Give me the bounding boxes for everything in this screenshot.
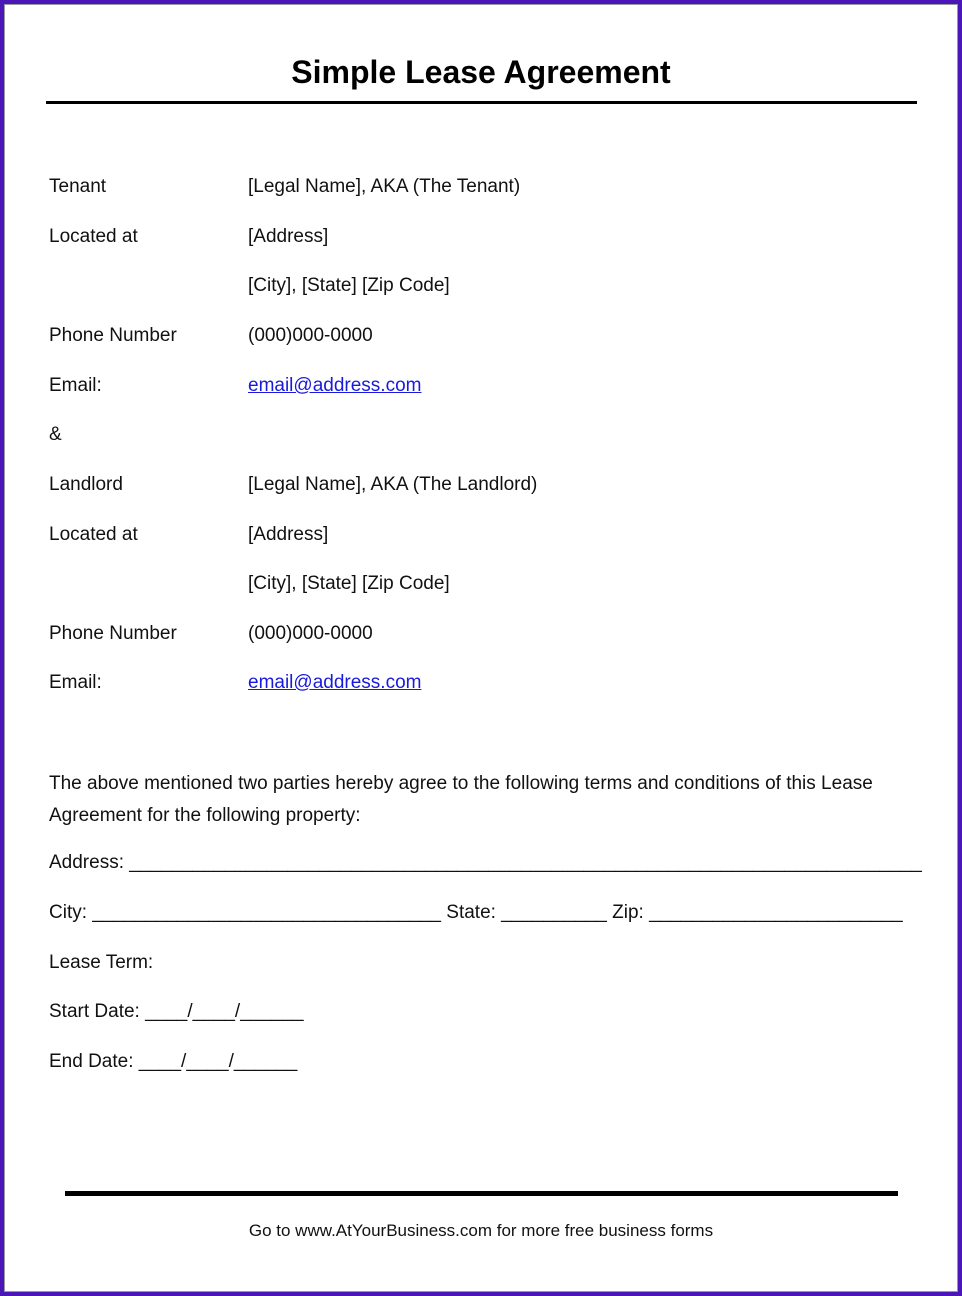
property-address-field[interactable]: Address: ___________________________________________________________________________ xyxy=(49,852,922,873)
footer-divider xyxy=(65,1191,898,1196)
party-separator-row xyxy=(49,422,909,448)
landlord-address-row xyxy=(49,522,909,548)
landlord-label: Landlord xyxy=(49,474,123,495)
footer-text: Go to www.AtYourBusiness.com for more free business forms xyxy=(248,1221,714,1240)
end-date-field[interactable]: End Date: ____/____/______ xyxy=(49,1051,298,1072)
document-title: Simple Lease Agreement xyxy=(291,54,671,90)
tenant-label: Tenant xyxy=(49,176,107,197)
tenant-phone-row xyxy=(49,323,909,349)
landlord-phone: (000)000-0000 xyxy=(248,623,373,644)
tenant-city-row xyxy=(49,273,909,299)
property-city-state-zip-field[interactable]: City: _________________________________ State: __________ Zip: ________________________ xyxy=(49,902,903,923)
landlord-city-row xyxy=(49,571,909,597)
landlord-name: [Legal Name], AKA (The Landlord) xyxy=(248,474,538,495)
lease-term-label: Lease Term: xyxy=(49,952,154,973)
agreement-intro: The above mentioned two parties hereby agree to the following terms and conditions of this Lease Agreement for the following property: xyxy=(49,773,873,826)
tenant-row xyxy=(49,174,909,200)
landlord-city-state-zip: [City], [State] [Zip Code] xyxy=(248,573,450,594)
tenant-phone: (000)000-0000 xyxy=(248,325,373,346)
party-separator: & xyxy=(49,424,62,445)
tenant-city-state-zip: [City], [State] [Zip Code] xyxy=(248,275,450,296)
tenant-address-row xyxy=(49,224,909,250)
tenant-name: [Legal Name], AKA (The Tenant) xyxy=(248,176,521,197)
start-date-field[interactable]: Start Date: ____/____/______ xyxy=(49,1001,304,1022)
landlord-address: [Address] xyxy=(248,524,329,545)
landlord-phone-row xyxy=(49,621,909,647)
landlord-phone-label: Phone Number xyxy=(49,623,177,644)
tenant-address: [Address] xyxy=(248,226,329,247)
landlord-row xyxy=(49,472,909,498)
landlord-located-label: Located at xyxy=(49,524,138,545)
landlord-email-link[interactable]: email@address.com xyxy=(248,672,422,693)
tenant-email-row xyxy=(49,373,909,399)
tenant-email-label: Email: xyxy=(49,375,102,396)
title-divider xyxy=(46,101,917,104)
tenant-located-label: Located at xyxy=(49,226,138,247)
tenant-phone-label: Phone Number xyxy=(49,325,177,346)
landlord-email-row xyxy=(49,670,909,696)
landlord-email-label: Email: xyxy=(49,672,102,693)
tenant-email-link[interactable]: email@address.com xyxy=(248,375,422,396)
